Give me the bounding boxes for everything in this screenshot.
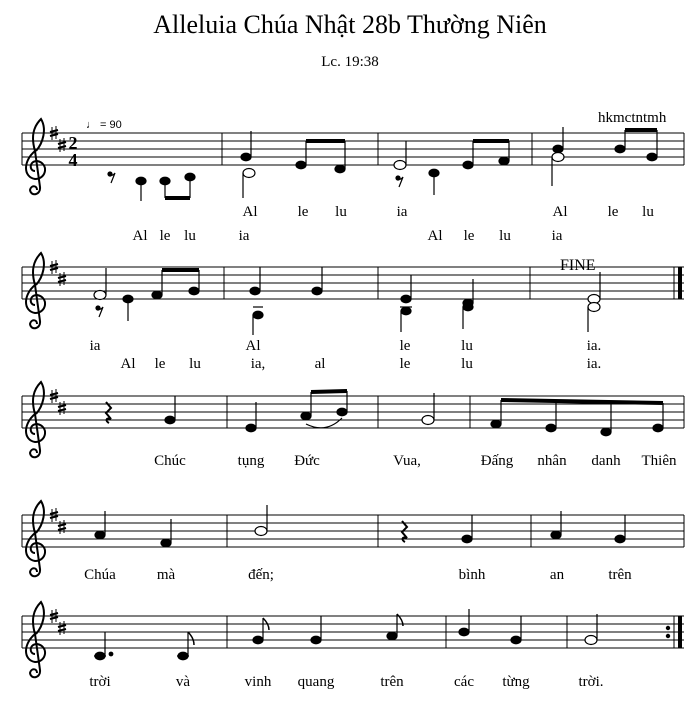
lyric-syllable: trên [608,567,632,583]
lyric-syllable: le [399,338,411,354]
lyric-syllable: an [549,567,565,583]
lyric-syllable: Vua, [393,453,421,469]
lyric-syllable: le [159,228,171,244]
lyric-syllable: ia [396,204,408,220]
lyric-syllable: Al [242,204,258,220]
notes-system-5 [94,609,597,660]
staff-system-1 [22,133,684,165]
lyric-syllable: Al [552,204,568,220]
notes-system-1 [108,127,657,201]
lyric-syllable: ia, [250,356,266,372]
fine-marking: FINE [560,257,596,274]
sharp-icon [58,621,66,635]
staff-system-2 [22,267,684,299]
lyric-syllable: đến; [248,567,274,583]
lyric-syllable: Al [427,228,443,244]
lyric-syllable: le [399,356,411,372]
sharp-icon [58,401,66,415]
lyric-syllable: Đấng [480,453,514,469]
staff-system-4 [22,515,684,547]
lyric-syllable: ia [238,228,250,244]
lyric-syllable: Al [132,228,148,244]
sharp-icon [58,138,66,152]
lyric-syllable: Thiên [641,453,677,469]
lyric-syllable: trên [380,674,404,690]
tempo-marking: ♩ = 90 [86,119,122,131]
lyric-syllable: bình [458,567,486,583]
lyric-syllable: lu [461,338,473,354]
notes-system-2 [94,267,600,335]
lyric-syllable: ia. [586,356,602,372]
sharp-icon [58,272,66,286]
scripture-reference: Lc. 19:38 [321,54,379,70]
lyric-syllable: nhân [537,453,567,469]
notes-system-4 [95,505,625,547]
composer-credit: hkmctntmh [598,110,667,126]
lyric-syllable: lu [499,228,511,244]
lyric-syllable: ia [89,338,101,354]
lyric-syllable: le [154,356,166,372]
lyric-syllable: mà [156,567,176,583]
lyric-syllable: vinh [244,674,272,690]
lyric-syllable: và [175,674,191,690]
lyric-syllable: ia. [586,338,602,354]
lyric-syllable: le [297,204,309,220]
lyric-syllable: danh [591,453,621,469]
lyric-syllable: Chúa [84,567,116,583]
lyric-syllable: lu [642,204,654,220]
lyric-syllable: Al [120,356,136,372]
lyric-syllable: quang [297,674,335,690]
lyric-syllable: le [463,228,475,244]
lyric-syllable: lu [184,228,196,244]
sharp-icon [58,520,66,534]
page-title: Alleluia Chúa Nhật 28b Thường Niên [153,10,547,39]
lyric-syllable: từng [502,674,530,690]
time-signature-bottom: 4 [68,150,78,170]
lyric-syllable: lu [189,356,201,372]
staff-system-5 [22,616,684,648]
lyric-syllable: Đức [294,453,320,469]
lyric-syllable: lu [335,204,347,220]
lyric-syllable: ia [551,228,563,244]
lyric-syllable: Al [245,338,261,354]
lyric-syllable: trời. [578,674,604,690]
lyric-syllable: al [314,356,326,372]
lyric-syllable: trời [89,674,111,690]
lyric-syllable: lu [461,356,473,372]
lyric-syllable: Chúc [154,453,186,469]
lyric-syllable: le [607,204,619,220]
time-signature-top: 2 [68,133,78,153]
lyric-syllable: các [454,674,474,690]
notes-system-3 [106,391,663,436]
lyric-syllable: tụng [237,453,265,469]
